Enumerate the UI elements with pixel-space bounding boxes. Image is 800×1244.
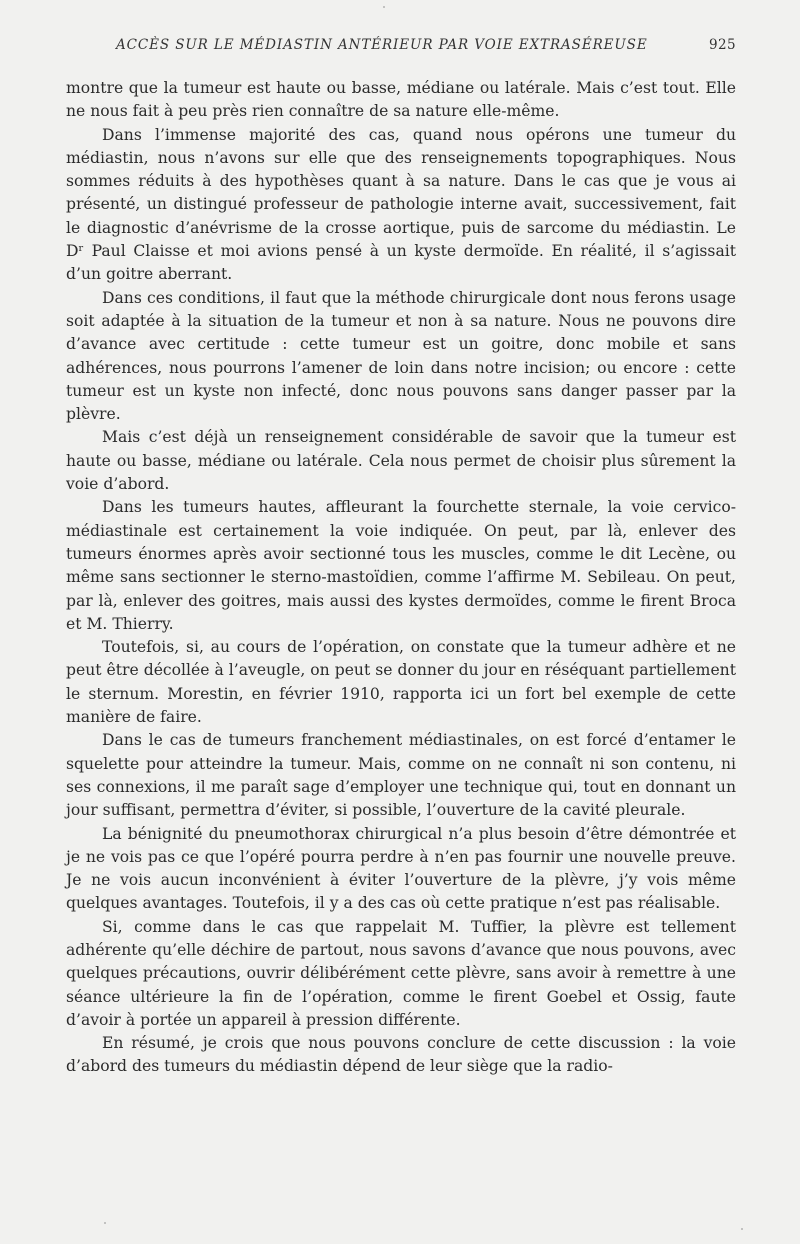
- running-title: ACCÈS SUR LE MÉDIASTIN ANTÉRIEUR PAR VOIE EXTRASÉREUSE: [116, 37, 648, 53]
- paragraph: La bénignité du pneumothorax chirurgical n’a plus besoin d’être démontrée et je ne vois pas ce que l’opéré pourra perdre à n’en pas fournir une nouvelle preuve. Je ne vois aucun inconvénient à éviter l’ouverture de la plèvre, j’y vois même quelques avantages. Toutefois, il y a des cas où cette pratique n’est pas réalisable.: [66, 824, 736, 913]
- paper-speck: [104, 1222, 106, 1224]
- paragraph: Si, comme dans le cas que rappelait M. Tuffier, la plèvre est tellement adhérente qu’elle déchire de partout, nous savons d’avance que nous pouvons, avec quelques précautions, ouvrir délibérément cette plèvre, sans avoir à remettre à une séance ultérieure la fin de l’opération, comme le firent Goebel et Ossig, faute d’avoir à portée un appareil à pression différente.: [66, 917, 736, 1029]
- paper-speck: [741, 1228, 743, 1230]
- paragraph: En résumé, je crois que nous pouvons conclure de cette discussion : la voie d’abord des tumeurs du médiastin dépend de leur siège que la radio-: [66, 1034, 736, 1076]
- paragraph: Toutefois, si, au cours de l’opération, on constate que la tumeur adhère et ne peut être décollée à l’aveugle, on peut se donner du jour en réséquant partiellement le sternum. Morestin, en février 1910, rapporta ici un fort bel exemple de cette manière de faire.: [66, 638, 736, 727]
- running-head: [66, 37, 736, 61]
- paper-speck: [383, 6, 385, 8]
- body-text: [66, 77, 736, 1079]
- paragraph: Dans l’immense majorité des cas, quand nous opérons une tumeur du médiastin, nous n’avons sur elle que des renseignements topographiques. Nous sommes réduits à des hypothèses quant à sa nature. Dans le cas que je vous ai présenté, un distingué professeur de pathologie interne avait, successivement, fait le diagnostic d’anévrisme de la crosse aortique, puis de sarcome du médiastin. Le Dʳ Paul Claisse et moi avions pensé à un kyste dermoïde. En réalité, il s’agissait d’un goitre aberrant.: [66, 125, 736, 284]
- paragraph: Dans le cas de tumeurs franchement médiastinales, on est forcé d’entamer le squelette pour atteindre la tumeur. Mais, comme on ne connaît ni son contenu, ni ses connexions, il me paraît sage d’employer une technique qui, tout en donnant un jour suffisant, permettra d’éviter, si possible, l’ouverture de la cavité pleurale.: [66, 731, 736, 820]
- paragraph: Dans les tumeurs hautes, affleurant la fourchette sternale, la voie cervico-médiastinale est certainement la voie indiquée. On peut, par là, enlever des tumeurs énormes après avoir sectionné tous les muscles, comme le dit Lecène, ou même sans sectionner le sterno-mastoïdien, comme l’affirme M. Sebileau. On peut, par là, enlever des goitres, mais aussi des kystes dermoïdes, comme le firent Broca et M. Thierry.: [66, 498, 736, 633]
- paragraph: montre que la tumeur est haute ou basse, médiane ou latérale. Mais c’est tout. Elle ne nous fait à peu près rien connaître de sa nature elle-même.: [66, 79, 736, 121]
- paragraph: Dans ces conditions, il faut que la méthode chirurgicale dont nous ferons usage soit adaptée à la situation de la tumeur et non à sa nature. Nous ne pouvons dire d’avance avec certitude : cette tumeur est un goitre, donc mobile et sans adhérences, nous pourrons l’amener de loin dans notre incision; ou encore : cette tumeur est un kyste non infecté, donc nous pouvons sans danger passer par la plèvre.: [66, 288, 736, 424]
- paragraph: Mais c’est déjà un renseignement considérable de savoir que la tumeur est haute ou basse, médiane ou latérale. Cela nous permet de choisir plus sûrement la voie d’abord.: [66, 428, 736, 494]
- page-number: 925: [709, 37, 736, 53]
